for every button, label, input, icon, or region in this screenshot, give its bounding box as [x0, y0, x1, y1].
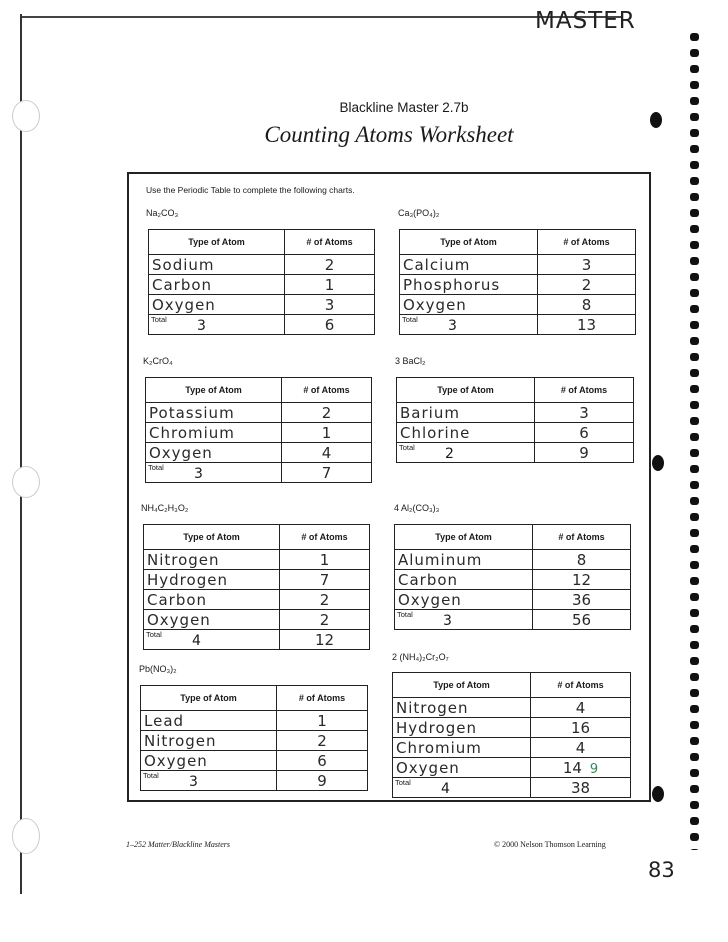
- total-row: [397, 443, 634, 463]
- atom-count-value: 1: [319, 550, 330, 569]
- num-atoms-header: # of Atoms: [282, 378, 372, 403]
- atom-count: [277, 731, 368, 751]
- table-header-row: [397, 378, 634, 403]
- atom-count: [533, 570, 631, 590]
- atom-count-table: [145, 377, 372, 483]
- total-label: Total: [402, 315, 418, 324]
- footer-source: 1–252 Matter/Blackline Masters: [126, 840, 230, 849]
- total-row: [393, 778, 631, 798]
- atom-count-value: 12: [571, 570, 592, 589]
- total-cell: [144, 630, 280, 650]
- atom-count-value: 1: [317, 711, 327, 730]
- total-atoms: 38: [531, 778, 631, 798]
- table-row: [393, 698, 631, 718]
- total-cell: [146, 463, 282, 483]
- total-row: [400, 315, 636, 335]
- total-types: 3: [197, 318, 206, 334]
- chemical-formula: K₂CrO₄: [143, 356, 173, 366]
- atom-count-value: 6: [317, 751, 327, 770]
- atom-count-table: [399, 229, 636, 335]
- atom-count-value: 2: [324, 255, 335, 274]
- num-atoms-header: # of Atoms: [285, 230, 375, 255]
- total-label: Total: [397, 610, 413, 619]
- table-row: [395, 590, 631, 610]
- atom-count-table: [392, 672, 631, 798]
- table-row: [397, 403, 634, 423]
- type-of-atom-header: Type of Atom: [397, 378, 535, 403]
- atom-count: [282, 403, 372, 423]
- type-of-atom-header: Type of Atom: [149, 230, 285, 255]
- type-of-atom-header: Type of Atom: [393, 673, 531, 698]
- table-row: [395, 550, 631, 570]
- type-of-atom-header: Type of Atom: [141, 686, 277, 711]
- atom-count: [531, 698, 631, 718]
- total-types: 4: [441, 781, 450, 797]
- total-row: [149, 315, 375, 335]
- atom-count: [282, 423, 372, 443]
- atom-name: Potassium: [146, 403, 282, 423]
- table-row: [393, 738, 631, 758]
- atom-name: Oxygen: [149, 295, 285, 315]
- table-row: [149, 295, 375, 315]
- atom-name: Oxygen: [400, 295, 538, 315]
- atom-name: Carbon: [149, 275, 285, 295]
- table-row: [146, 423, 372, 443]
- chemical-formula: Na₂CO₃: [146, 208, 179, 218]
- spiral-binding: [688, 30, 700, 850]
- atom-count-value: 2: [319, 610, 330, 629]
- chemical-formula: NH₄C₂H₃O₂: [141, 503, 189, 513]
- atom-name: Chlorine: [397, 423, 535, 443]
- atom-name: Chromium: [146, 423, 282, 443]
- total-cell: [397, 443, 535, 463]
- chemical-formula: 2 (NH₄)₂Cr₂O₇: [392, 652, 449, 662]
- atom-count-value: 36: [571, 590, 592, 609]
- total-label: Total: [399, 443, 415, 452]
- atom-count-value: 6: [579, 423, 589, 442]
- total-types: 2: [445, 446, 454, 462]
- atom-name: Nitrogen: [144, 550, 280, 570]
- atom-count: [282, 443, 372, 463]
- num-atoms-header: # of Atoms: [533, 525, 631, 550]
- table-row: [400, 255, 636, 275]
- total-cell: [393, 778, 531, 798]
- total-row: [395, 610, 631, 630]
- total-cell: [400, 315, 538, 335]
- atom-count-table: [140, 685, 368, 791]
- total-label: Total: [395, 778, 411, 787]
- table-row: [146, 403, 372, 423]
- atom-count: [277, 711, 368, 731]
- table-header-row: [144, 525, 370, 550]
- num-atoms-header: # of Atoms: [531, 673, 631, 698]
- atom-name: Phosphorus: [400, 275, 538, 295]
- atom-name: Oxygen: [146, 443, 282, 463]
- chemical-formula: 4 Al₂(CO₃)₃: [394, 503, 440, 513]
- total-row: [146, 463, 372, 483]
- total-cell: [395, 610, 533, 630]
- atom-count: [285, 255, 375, 275]
- atom-name: Barium: [397, 403, 535, 423]
- atom-count-value: 3: [579, 403, 589, 422]
- atom-name: Calcium: [400, 255, 538, 275]
- atom-name: Lead: [141, 711, 277, 731]
- atom-name: Aluminum: [395, 550, 533, 570]
- atom-count-value: 2: [581, 275, 592, 294]
- paper-top-edge: [22, 16, 622, 18]
- worksheet-title: Counting Atoms Worksheet: [264, 122, 514, 147]
- atom-count: [531, 758, 631, 778]
- atom-count: [280, 590, 370, 610]
- total-label: Total: [143, 771, 159, 780]
- atom-count: [533, 590, 631, 610]
- type-of-atom-header: Type of Atom: [400, 230, 538, 255]
- atom-count-table: [143, 524, 370, 650]
- atom-count: [535, 403, 634, 423]
- total-label: Total: [148, 463, 164, 472]
- table-row: [397, 423, 634, 443]
- atom-count: [277, 751, 368, 771]
- atom-count-value: 2: [319, 590, 330, 609]
- total-atoms: 9: [535, 443, 634, 463]
- atom-name: Carbon: [144, 590, 280, 610]
- atom-count: [538, 275, 636, 295]
- atom-count-value: 16: [570, 718, 591, 737]
- num-atoms-header: # of Atoms: [538, 230, 636, 255]
- num-atoms-header: # of Atoms: [535, 378, 634, 403]
- total-label: Total: [151, 315, 167, 324]
- atom-count-value: 2: [317, 731, 327, 750]
- atom-count: [538, 255, 636, 275]
- atom-name: Hydrogen: [393, 718, 531, 738]
- atom-name: Oxygen: [395, 590, 533, 610]
- table-row: [400, 275, 636, 295]
- total-label: Total: [146, 630, 162, 639]
- atom-count: [285, 295, 375, 315]
- total-atoms: 56: [533, 610, 631, 630]
- atom-count-value: 1: [321, 423, 332, 442]
- table-row: [393, 758, 631, 778]
- table-header-row: [400, 230, 636, 255]
- atom-count: [280, 570, 370, 590]
- atom-count-table: [396, 377, 634, 463]
- table-row: [144, 550, 370, 570]
- total-types: 3: [443, 613, 452, 629]
- atom-name: Nitrogen: [141, 731, 277, 751]
- total-types: 4: [192, 633, 201, 649]
- binder-hole: [12, 818, 40, 854]
- atom-count: [531, 718, 631, 738]
- atom-count: [533, 550, 631, 570]
- total-atoms: 13: [538, 315, 636, 335]
- num-atoms-header: # of Atoms: [277, 686, 368, 711]
- total-types: 3: [448, 318, 457, 334]
- atom-count-value: 3: [581, 255, 592, 274]
- atom-count-value: 14: [562, 758, 582, 777]
- punch-hole-mark: [652, 455, 664, 471]
- atom-count-table: [394, 524, 631, 630]
- total-cell: [141, 771, 277, 791]
- table-header-row: [141, 686, 368, 711]
- atom-count-value: 4: [575, 698, 586, 717]
- atom-count-value: 1: [324, 275, 335, 294]
- chemical-formula: 3 BaCl₂: [395, 356, 426, 366]
- instructions: Use the Periodic Table to complete the following charts.: [146, 185, 355, 195]
- table-row: [144, 610, 370, 630]
- atom-count-value: 8: [576, 550, 587, 569]
- num-atoms-header: # of Atoms: [280, 525, 370, 550]
- atom-count-value: 4: [575, 738, 586, 757]
- correction-mark: 9: [589, 761, 599, 777]
- chemical-formula: Pb(NO₃)₂: [139, 664, 177, 674]
- total-row: [144, 630, 370, 650]
- table-row: [146, 443, 372, 463]
- total-atoms: 7: [282, 463, 372, 483]
- atom-name: Hydrogen: [144, 570, 280, 590]
- atom-name: Nitrogen: [393, 698, 531, 718]
- atom-name: Oxygen: [141, 751, 277, 771]
- type-of-atom-header: Type of Atom: [144, 525, 280, 550]
- total-row: [141, 771, 368, 791]
- table-row: [149, 255, 375, 275]
- atom-name: Oxygen: [393, 758, 531, 778]
- table-header-row: [149, 230, 375, 255]
- atom-count-value: 3: [324, 295, 335, 314]
- total-atoms: 12: [280, 630, 370, 650]
- table-row: [400, 295, 636, 315]
- atom-count-value: 4: [321, 443, 332, 462]
- atom-count-table: [148, 229, 375, 335]
- atom-count: [538, 295, 636, 315]
- table-row: [393, 718, 631, 738]
- atom-count-value: 8: [581, 295, 592, 314]
- footer-copyright: © 2000 Nelson Thomson Learning: [494, 840, 606, 849]
- table-row: [141, 731, 368, 751]
- atom-name: Sodium: [149, 255, 285, 275]
- binder-hole: [12, 466, 40, 498]
- total-atoms: 6: [285, 315, 375, 335]
- atom-count: [280, 610, 370, 630]
- table-header-row: [146, 378, 372, 403]
- master-handwritten-label: MASTER: [535, 8, 636, 34]
- worksheet-subtitle: Blackline Master 2.7b: [339, 100, 469, 115]
- atom-count: [535, 423, 634, 443]
- atom-count-value: 7: [319, 570, 330, 589]
- atom-count: [531, 738, 631, 758]
- total-types: 3: [194, 466, 203, 482]
- table-row: [141, 751, 368, 771]
- table-row: [144, 590, 370, 610]
- table-header-row: [395, 525, 631, 550]
- atom-name: Oxygen: [144, 610, 280, 630]
- punch-hole-mark: [652, 786, 664, 802]
- table-row: [149, 275, 375, 295]
- table-row: [141, 711, 368, 731]
- type-of-atom-header: Type of Atom: [146, 378, 282, 403]
- page-number: 83: [648, 858, 675, 882]
- table-row: [144, 570, 370, 590]
- total-atoms: 9: [277, 771, 368, 791]
- atom-count: [285, 275, 375, 295]
- total-cell: [149, 315, 285, 335]
- type-of-atom-header: Type of Atom: [395, 525, 533, 550]
- chemical-formula: Ca₃(PO₄)₂: [398, 208, 440, 218]
- atom-count: [280, 550, 370, 570]
- total-types: 3: [189, 774, 198, 790]
- atom-name: Chromium: [393, 738, 531, 758]
- atom-count-value: 2: [321, 403, 332, 422]
- atom-name: Carbon: [395, 570, 533, 590]
- table-header-row: [393, 673, 631, 698]
- table-row: [395, 570, 631, 590]
